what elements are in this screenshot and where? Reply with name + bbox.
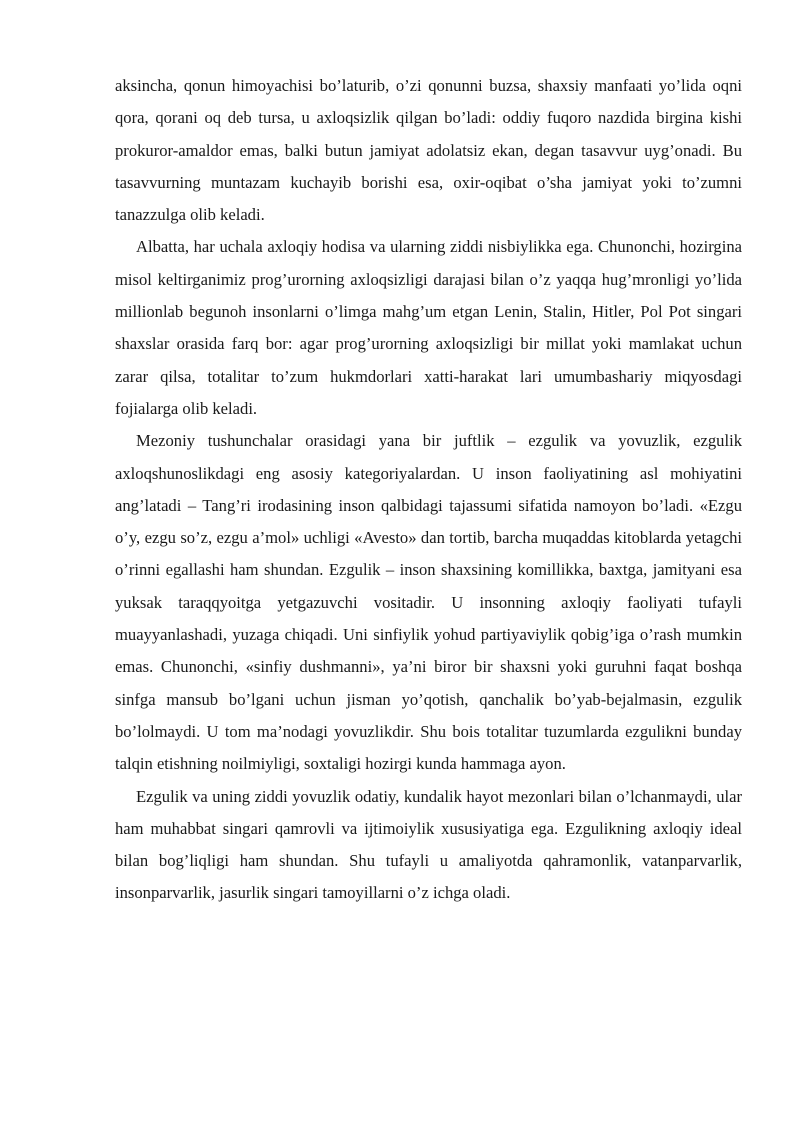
- paragraph-relativity: Albatta, har uchala axloqiy hodisa va ularning ziddi nisbiylikka ega. Chunonchi, hozirgina misol keltirganimiz prog’urorning axloqsizligi darajasi bilan o’z yaqqa hug’mronligi yo’lida millionlab begunoh insonlarni o’limga mahg’um etgan Lenin, Stalin, Hitler, Pol Pot singari shaxslar orasida farq bor: agar prog’urorning axloqsizligi bir millat yoki mamlakat uchun zarar qilsa, totalitar to’zum hukmdorlari xatti-harakat lari umumbashariy miqyosdagi fojialarga olib keladi.: [115, 237, 742, 418]
- paragraph-good-and-evil: Mezoniy tushunchalar orasidagi yana bir juftlik – ezgulik va yovuzlik, ezgulik axloqshunoslikdagi eng asosiy kategoriyalardan. U inson faoliyatining asl mohiyatini ang’latadi – Tang’ri irodasining inson qalbidagi tajassumi sifatida namoyon bo’ladi. «Ezgu o’y, ezgu so’z, ezgu a’mol» uchligi «Avesto» dan tortib, barcha muqaddas kitoblarda yetagchi o’rinni egallashi ham shundan. Ezgulik – inson shaxsining komillikka, baxtga, jamityani esa yuksak taraqqyoitga yetgazuvchi vositadir. U insonning axloqiy faoliyati tufayli muayyanlashadi, yuzaga chiqadi. Uni sinfiylik yohud partiyaviylik qobig’iga o’rash mumkin emas. Chunonchi, «sinfiy dushmanni», ya’ni biror bir shaxsni yoki guruhni faqat boshqa sinfga mansub bo’lgani uchun jisman yo’qotish, qanchalik bo’yab-bejalmasin, ezgulik bo’lolmaydi. U tom ma’nodagi yovuzlikdir. Shu bois totalitar tuzumlarda ezgulikni bunday talqin etishning noilmiyligi, soxtaligi hozirgi kunda hammaga ayon.: [115, 431, 742, 774]
- document-page: [115, 70, 742, 910]
- paragraph-ideal: Ezgulik va uning ziddi yovuzlik odatiy, kundalik hayot mezonlari bilan o’lchanmaydi, ular ham muhabbat singari qamrovli va ijtimoiylik xususiyatiga ega. Ezgulikning axloqiy ideal bilan bog’liqligi ham shundan. Shu tufayli u amaliyotda qahramonlik, vatanparvarlik, insonparvarlik, jasurlik singari tamoyillarni o’z ichga oladi.: [115, 786, 742, 903]
- paragraph-continuation: aksincha, qonun himoyachisi bo’laturib, o’zi qonunni buzsa, shaxsiy manfaati yo’lida oqni qora, qorani oq deb tursa, u axloqsizlik qilgan bo’ladi: oddiy fuqoro nazdida birgina kishi prokuror-amaldor emas, balki butun jamiyat adolatsiz ekan, degan tasavvur uyg’onadi. Bu tasavvurning muntazam kuchayib borishi esa, oxir-oqibat o’sha jamiyat yoki to’zumni tanazzulga olib keladi.: [115, 76, 742, 225]
